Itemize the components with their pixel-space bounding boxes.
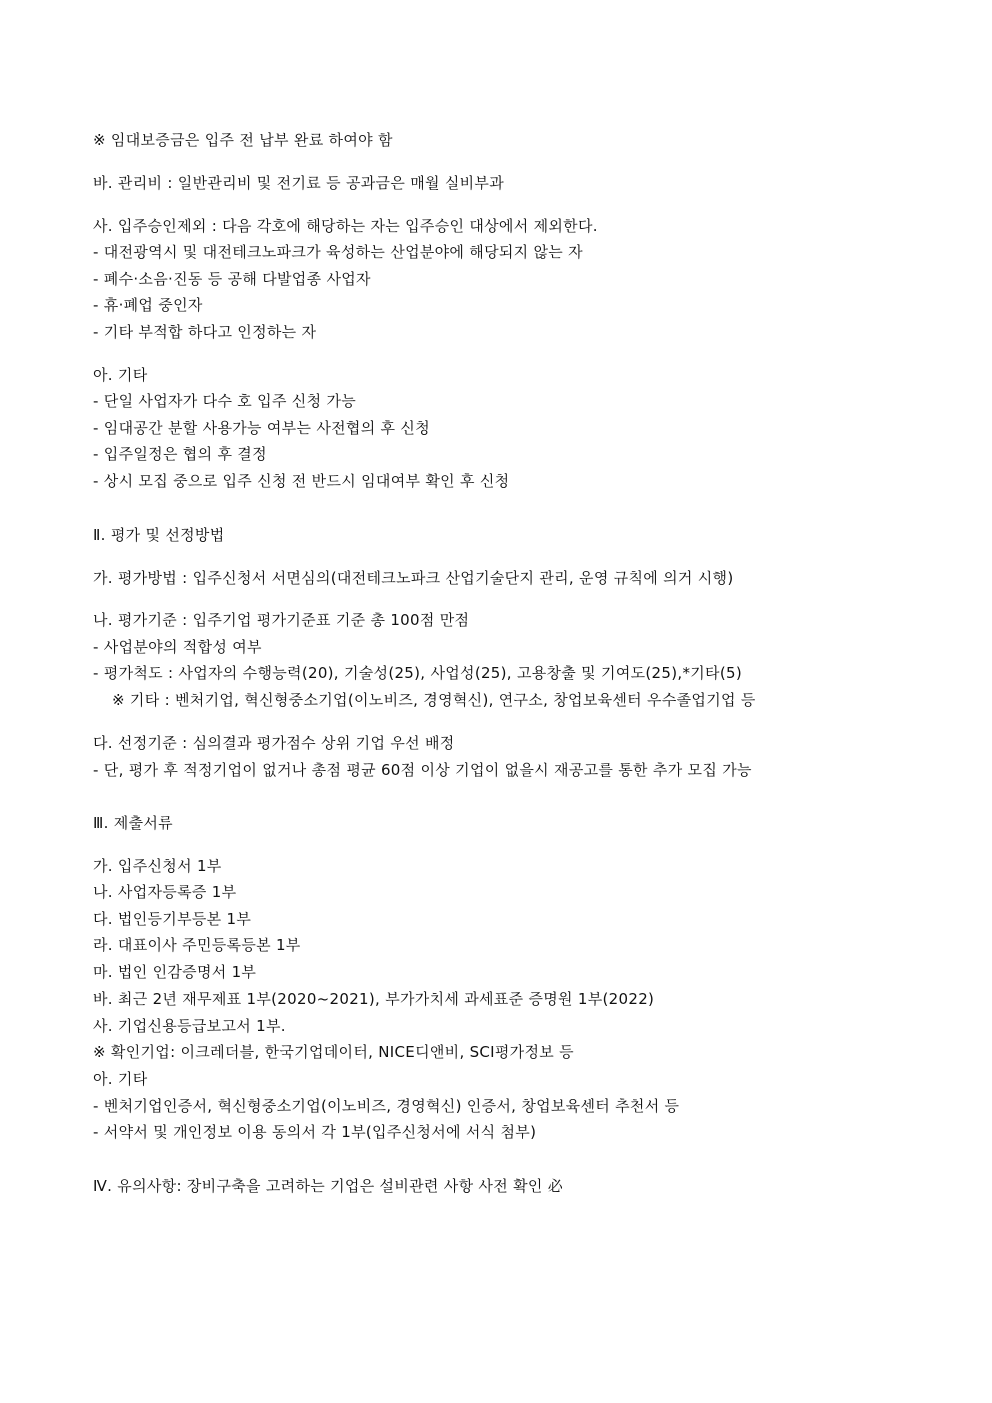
document-item: 사. 기업신용등급보고서 1부. — [93, 1017, 286, 1035]
exclusion-item: - 폐수·소음·진동 등 공해 다발업종 사업자 — [93, 270, 371, 288]
section-heading-notes: Ⅳ. 유의사항: 장비구축을 고려하는 기업은 설비관련 사항 사전 확인 必 — [93, 1177, 564, 1195]
deposit-note: ※ 임대보증금은 입주 전 납부 완료 하여야 함 — [93, 131, 393, 149]
exclusion-item: - 기타 부적합 하다고 인정하는 자 — [93, 323, 317, 341]
criteria-item: - 사업분야의 적합성 여부 — [93, 638, 262, 656]
evaluation-method: 가. 평가방법 : 입주신청서 서면심의(대전테크노파크 산업기술단지 관리, 운영 규칙에 의거 시행) — [93, 569, 734, 587]
section-heading-evaluation: Ⅱ. 평가 및 선정방법 — [93, 526, 225, 544]
document-item: 다. 법인등기부등본 1부 — [93, 910, 252, 928]
document-item: 바. 최근 2년 재무제표 1부(2020~2021), 부가가치세 과세표준 증명원 1부(2022) — [93, 990, 655, 1008]
evaluation-criteria: 나. 평가기준 : 입주기업 평가기준표 기준 총 100점 만점 — [93, 611, 470, 629]
document-item: 마. 법인 인감증명서 1부 — [93, 963, 257, 981]
document-subitem: - 벤처기업인증서, 혁신형중소기업(이노비즈, 경영혁신) 인증서, 창업보육센터 추천서 등 — [93, 1097, 680, 1115]
criteria-note: ※ 기타 : 벤처기업, 혁신형중소기업(이노비즈, 경영혁신), 연구소, 창업보육센터 우수졸업기업 등 — [112, 691, 756, 709]
exclusion-heading: 사. 입주승인제외 : 다음 각호에 해당하는 자는 입주승인 대상에서 제외한다. — [93, 217, 598, 235]
document-item: 라. 대표이사 주민등록등본 1부 — [93, 936, 301, 954]
document-item: 아. 기타 — [93, 1070, 148, 1088]
criteria-item: - 평가척도 : 사업자의 수행능력(20), 기술성(25), 사업성(25), 고용창출 및 기여도(25),*기타(5) — [93, 664, 742, 682]
exclusion-item: - 대전광역시 및 대전테크노파크가 육성하는 산업분야에 해당되지 않는 자 — [93, 243, 583, 261]
other-item: - 단일 사업자가 다수 호 입주 신청 가능 — [93, 392, 357, 410]
other-item: - 입주일정은 협의 후 결정 — [93, 445, 267, 463]
document-note: ※ 확인기업: 이크레더블, 한국기업데이터, NICE디앤비, SCI평가정보 등 — [93, 1043, 574, 1061]
section-heading-documents: Ⅲ. 제출서류 — [93, 814, 173, 832]
document-item: 가. 입주신청서 1부 — [93, 857, 222, 875]
selection-note: - 단, 평가 후 적정기업이 없거나 총점 평균 60점 이상 기업이 없을시 재공고를 통한 추가 모집 가능 — [93, 761, 752, 779]
selection-criteria: 다. 선정기준 : 심의결과 평가점수 상위 기업 우선 배정 — [93, 734, 455, 752]
other-item: - 상시 모집 중으로 입주 신청 전 반드시 임대여부 확인 후 신청 — [93, 472, 510, 490]
management-fee: 바. 관리비 : 일반관리비 및 전기료 등 공과금은 매월 실비부과 — [93, 174, 504, 192]
other-heading: 아. 기타 — [93, 366, 148, 384]
other-item: - 임대공간 분할 사용가능 여부는 사전협의 후 신청 — [93, 419, 430, 437]
document-item: 나. 사업자등록증 1부 — [93, 883, 237, 901]
exclusion-item: - 휴·폐업 중인자 — [93, 296, 203, 314]
document-subitem: - 서약서 및 개인정보 이용 동의서 각 1부(입주신청서에 서식 첨부) — [93, 1123, 537, 1141]
